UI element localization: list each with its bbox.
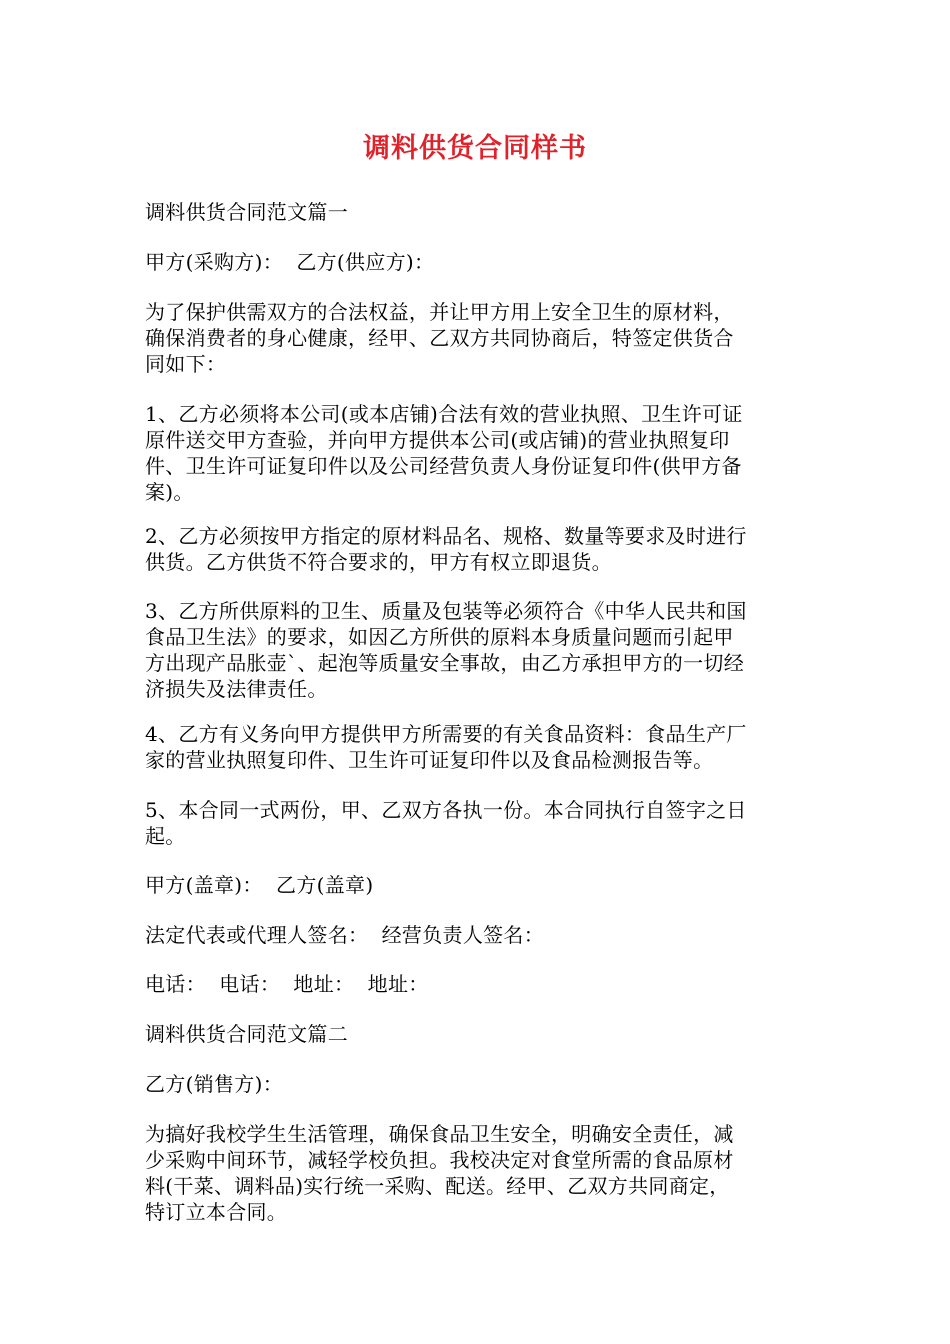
contact-line [145,971,810,997]
intro-2-line: 少采购中间环节，减轻学校负担。我校决定对食堂所需的食品原材 [145,1148,734,1172]
clause-4-line: 4、乙方有义务向甲方提供甲方所需要的有关食品资料：食品生产厂 [145,722,747,746]
clause-3 [145,598,810,702]
clause-1-line: 案)。 [145,480,194,504]
section-heading-1-text: 调料供货合同范文篇一 [145,200,348,224]
clause-4 [145,721,810,773]
signature-line [145,922,810,948]
clause-4-line: 家的营业执照复印件、卫生许可证复印件以及食品检测报告等。 [145,748,714,772]
clause-5-line: 起。 [145,824,186,848]
clause-2-line: 2、乙方必须按甲方指定的原材料品名、规格、数量等要求及时进行 [145,524,747,548]
clause-2-line: 供货。乙方供货不符合要求的，甲方有权立即退货。 [145,550,612,574]
intro-paragraph [145,299,810,377]
seal-line-text: 甲方(盖章)： 乙方(盖章) [145,873,374,897]
clause-5 [145,797,810,849]
seller-line [145,1071,810,1097]
parties-line-text: 甲方(采购方)： 乙方(供应方)： [145,250,435,274]
intro-2-line: 为搞好我校学生生活管理，确保食品卫生安全，明确安全责任，减 [145,1122,734,1146]
intro-2-line: 特订立本合同。 [145,1200,288,1224]
contact-line-text: 电话： 电话： 地址： 地址： [145,972,429,996]
intro-line: 同如下： [145,352,227,376]
document-title: 调料供货合同样书 [363,133,587,164]
intro-2-paragraph [145,1121,810,1225]
parties-line [145,249,810,275]
section-heading-2 [145,1021,810,1047]
clause-1-line: 原件送交甲方查验，并向甲方提供本公司(或店铺)的营业执照复印 [145,428,730,452]
clause-3-line: 食品卫生法》的要求，如因乙方所供的原料本身质量问题而引起甲 [145,625,734,649]
intro-line: 确保消费者的身心健康，经甲、乙双方共同协商后，特签定供货合 [145,326,734,350]
clause-3-line: 3、乙方所供原料的卫生、质量及包装等必须符合《中华人民共和国 [145,599,747,623]
signature-line-text: 法定代表或代理人签名： 经营负责人签名： [145,923,545,947]
clause-1-line: 件、卫生许可证复印件以及公司经营负责人身份证复印件(供甲方备 [145,454,742,478]
seal-line [145,872,810,898]
clause-3-line: 济损失及法律责任。 [145,677,328,701]
intro-line: 为了保护供需双方的合法权益，并让甲方用上安全卫生的原材料， [145,300,734,324]
section-heading-1 [145,199,810,225]
section-heading-2-text: 调料供货合同范文篇二 [145,1022,348,1046]
clause-2 [145,523,810,575]
seller-line-text: 乙方(销售方)： [145,1072,284,1096]
clause-5-line: 5、本合同一式两份，甲、乙双方各执一份。本合同执行自签字之日 [145,798,747,822]
clause-1-line: 1、乙方必须将本公司(或本店铺)合法有效的营业执照、卫生许可证 [145,402,743,426]
clause-3-line: 方出现产品胀壶`、起泡等质量安全事故，由乙方承担甲方的一切经 [145,651,744,675]
clause-1 [145,401,810,505]
intro-2-line: 料(干菜、调料品)实行统一采购、配送。经甲、乙双方共同商定， [145,1174,730,1198]
